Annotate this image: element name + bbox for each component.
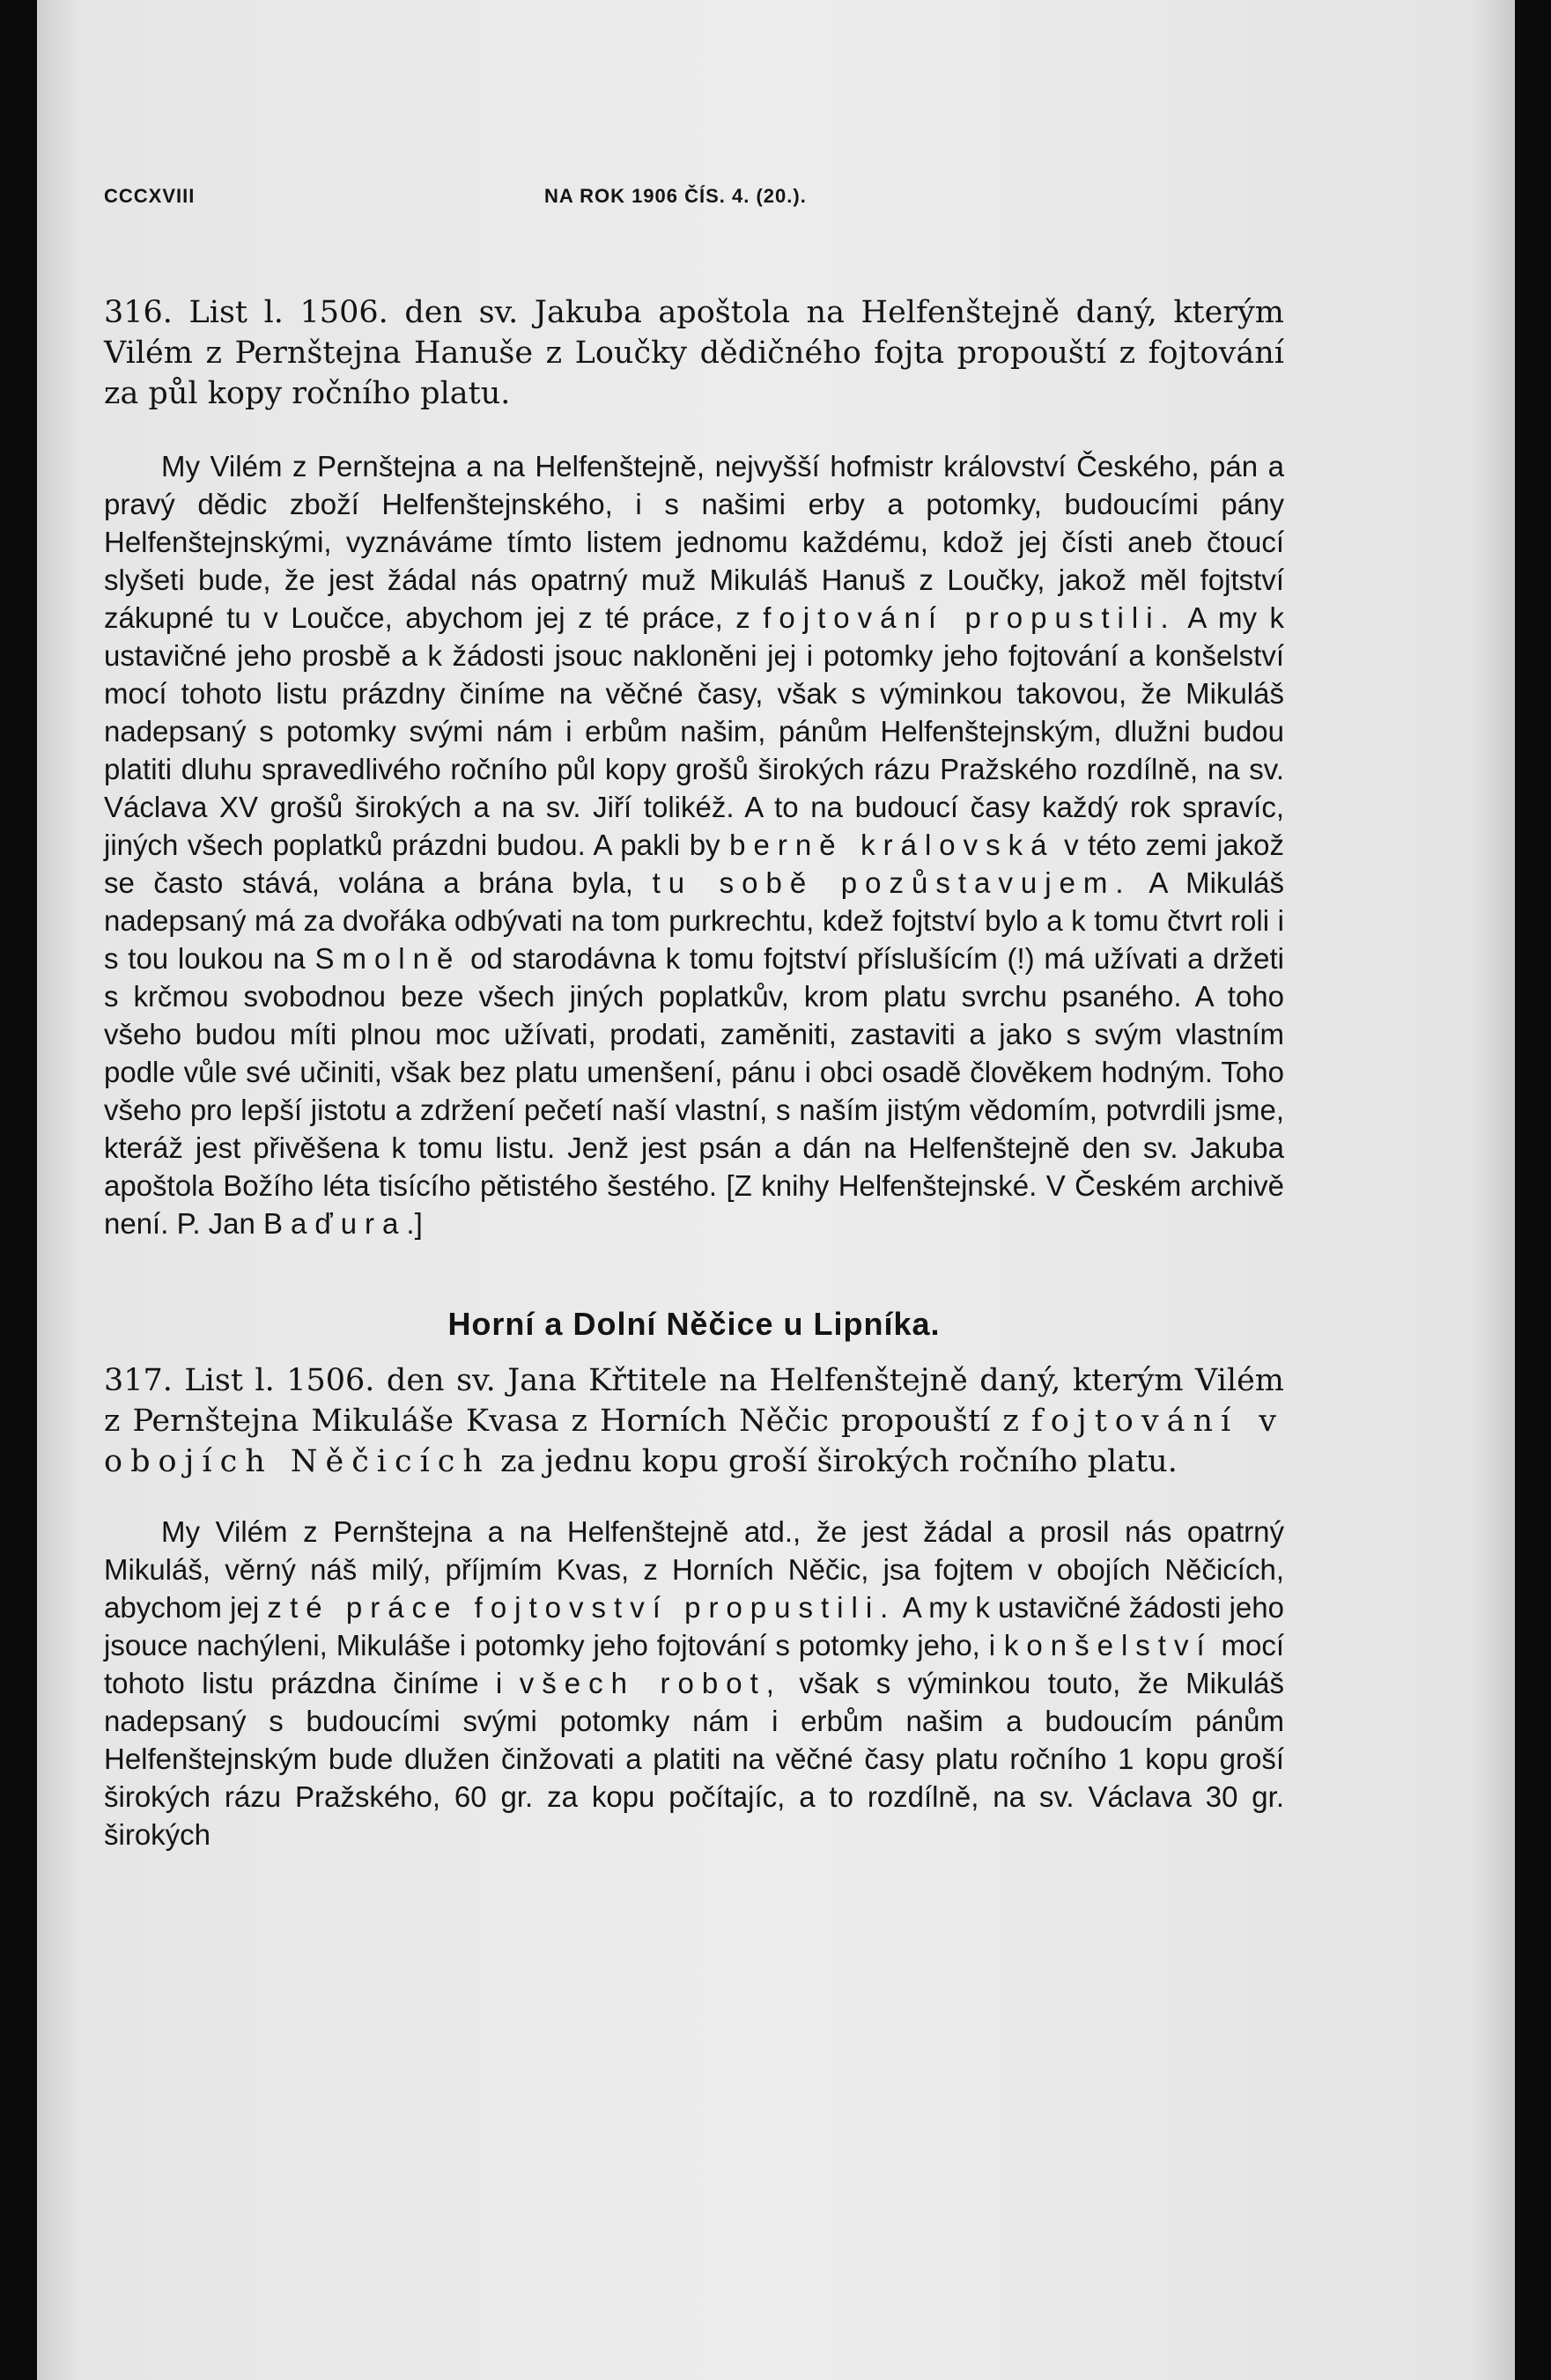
emphasized-text: Baďura [263,1207,407,1240]
text-run: My Vilém z Pernštejna a na Helfenštejně atd., že jest žádal a prosil nás opatrný Mikuláš, věrný náš milý, příjmím Kvas, z Horních Něčic, jsa fojtem v obojích Něčicích, abychom jej z [104,1515,1284,1624]
text-run: My Vilém z Pernštejna a na Helfenštejně, nejvyšší hofmistr království Českého, pán a pravý dědic zboží Helfenštejnského, i s našimi erby a potomky, budoucími pány Helfenštejnskými, vyznáváme tímto listem jednomu každému, kdož jej čísti aneb čtoucí slyšeti bude, že jest žádal nás opatrný muž Mikuláš Hanuš z Loučky, jakož měl fojtství zákupné tu v Loučce, abychom jej z té práce, z [104,450,1284,634]
emphasized-text: berně královská [729,829,1055,861]
volume-info: NA ROK 1906 ČÍS. 4. (20.). [544,185,807,207]
text-run: A my k ustavičné jeho prosbě a k žádosti jsouc nakloněni jej i potomky jeho fojtování a konšelství mocí tohoto listu prázdny činíme na věčné časy, však s výminkou takovou, že Mikuláš nadepsaný s potomky svými nám i erbům našim, pánům Helfenštejnským, dlužni budou platiti dluhu spravedlivého ročního půl kopy grošů širokých rázu Pražského rozdílně, na sv. Václava XV grošů širokých a na sv. Jiří tolikéž. A to na budoucí časy každý rok spravíc, jiných všech poplatků prázdni budou. A pakli by [104,601,1284,861]
emphasized-text: té práce fojtovství propustili. [290,1591,897,1624]
text-run: 317. List l. 1506. den sv. Jana Křtitele na Helfenštejně daný, kterým Vilém z Pernštejna Mikuláše Kvasa z Horních Něčic propouští z [104,1363,1284,1439]
document-316-text [104,447,1284,1242]
running-header [104,185,1284,238]
text-run: mocí tohoto listu prázdna činíme i [104,1629,1284,1699]
document-317-abstract [104,1360,1284,1482]
document-316-abstract: 316. List l. 1506. den sv. Jakuba apoštola na Helfenštejně daný, kterým Vilém z Pernštejna Hanuše z Loučky dědičného fojta propouští z fojtování za půl kopy ročního platu. [104,295,1284,411]
text-run: .] [406,1207,423,1240]
text-run: A my k ustavičné žádosti jeho jsouce nachýleni, Mikuláše i potomky jeho fojtování s potomky jeho, i [104,1591,1284,1662]
document-page [104,132,1284,2316]
text-run: však s výminkou touto, že Mikuláš nadepsaný s budoucími svými potomky nám i erbům našim a budoucím pánům Helfenštejnským bude dlužen činžovati a platiti na věčné časy platu ročního 1 kopu groší širokých rázu Pražského, 60 gr. za kopu počítajíc, a to rozdílně, na sv. Václava 30 gr. širokých [104,1667,1284,1851]
emphasized-text: Smolně [314,942,462,975]
emphasized-text: všech robot, [519,1667,782,1699]
text-run: A Mikuláš nadepsaný má za dvořáka odbývati na tom purkrechtu, kdež fojtství bylo a k tomu čtvrt roli i s tou loukou na [104,866,1284,975]
text-run: za jednu kopu groší širokých ročního platu. [500,1444,1178,1479]
document-317-text [104,1513,1284,1853]
emphasized-text: fojtování v obojích Něčicích [104,1404,1284,1479]
text-run: od starodávna k tomu fojtství příslušícím (!) má užívati a držeti s krčmou svobodnou beze všech jiných poplatkův, krom platu svrchu psaného. A toho všeho budou míti plnou moc užívati, prodati, zaměniti, zastaviti a jako s svým vlastním podle vůle své učiniti, však bez platu umenšení, pánu i obci osadě člověkem hodným. Toho všeho pro lepší jistotu a zdržení pečetí naší vlastní, s naším jistým vědomím, potvrdili jsme, kteráž jest přivěšena k tomu listu. Jenž jest psán a dán na Helfenštejně den sv. Jakuba apoštola Božího léta tisícího pětistého šestého. [Z knihy Helfenštejnské. V Českém archivě není. P. Jan [104,942,1284,1240]
emphasized-text: tu sobě pozůstavujem. [652,866,1132,899]
section-heading: Horní a Dolní Něčice u Lipníka. [447,1306,941,1342]
emphasized-text: fojtování propustili. [763,601,1177,634]
page-number: CCCXVIII [104,185,196,207]
emphasized-text: konšelství [1003,1629,1213,1662]
text-run: v této zemi jakož se často stává, volána a brána byla, [104,829,1285,899]
